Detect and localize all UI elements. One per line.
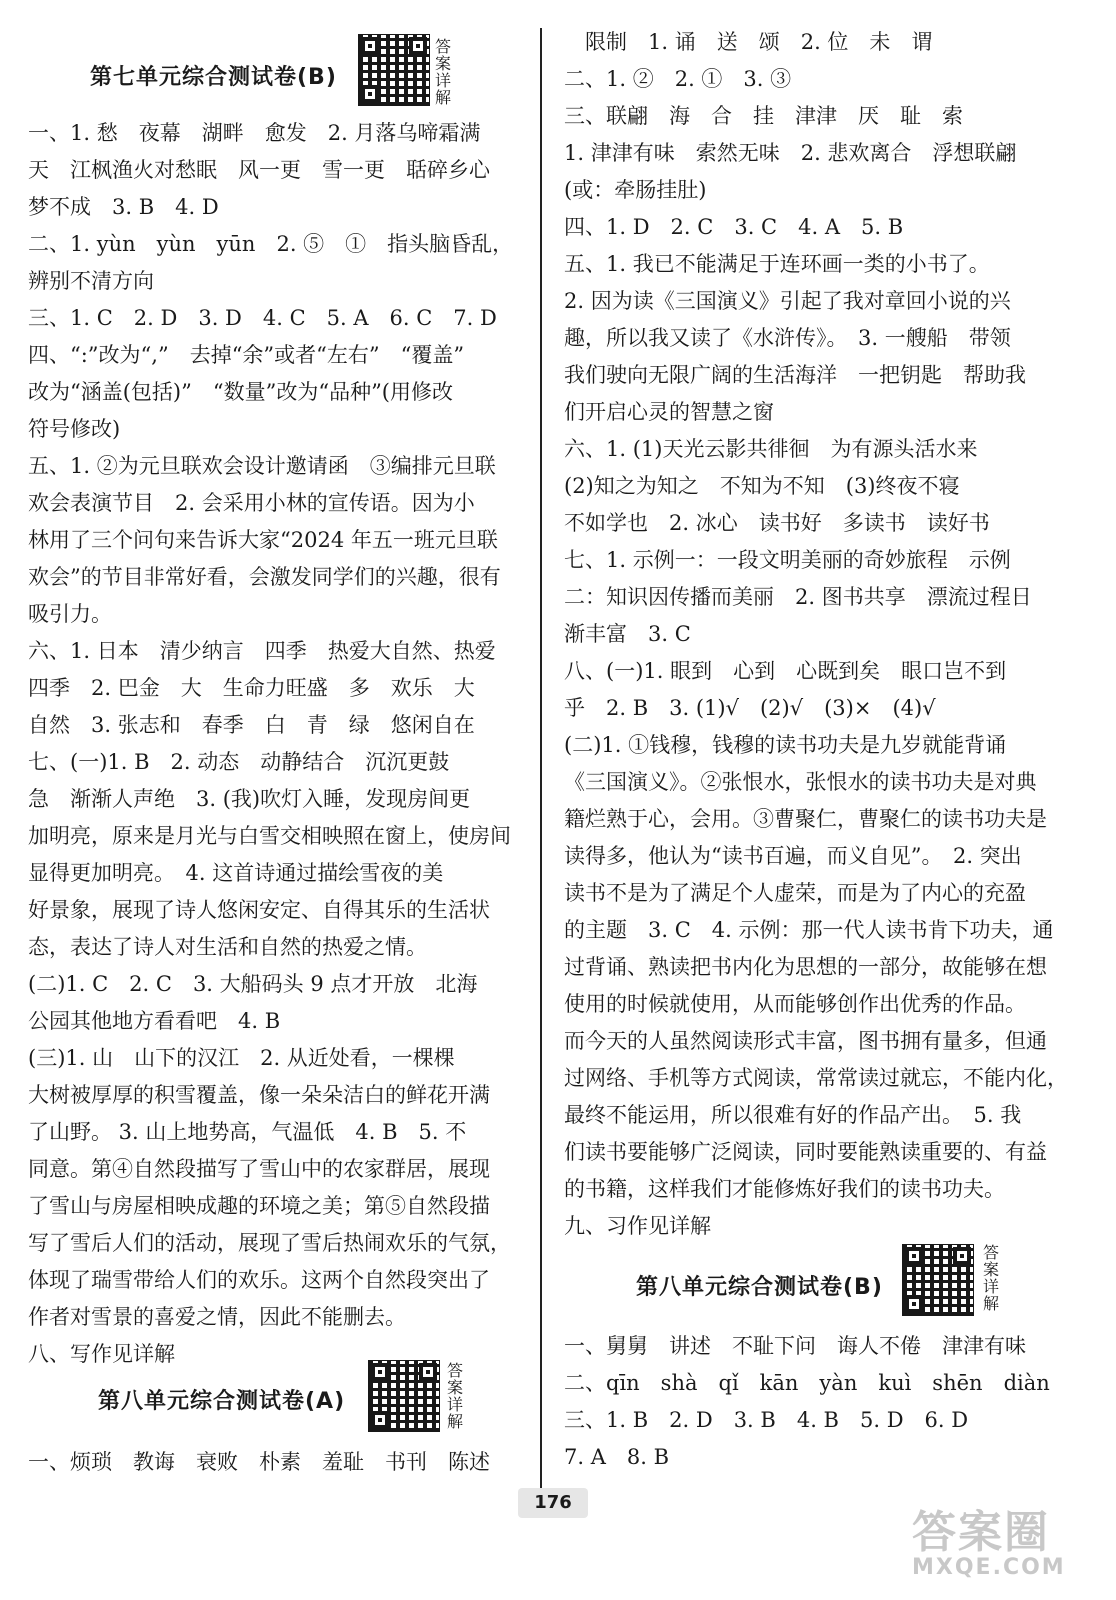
watermark-text: 答案圈: [912, 1507, 1050, 1558]
qr-code-icon: [358, 34, 430, 106]
answer-line: 限制 1. 诵 送 颂 2. 位 未 谓: [564, 30, 933, 54]
answer-line: 一、烦琐 教诲 衰败 朴素 羞耻 书刊 陈述: [28, 1450, 490, 1474]
answer-line: 过网络、手机等方式阅读，常常读过就忘，不能内化，: [564, 1066, 1068, 1090]
answer-line: 八、(一)1. 眼到 心到 心既到矣 眼口岂不到: [564, 659, 1007, 683]
answer-line: 五、1. 我已不能满足于连环画一类的小书了。: [564, 252, 990, 276]
left-answers: [28, 115, 526, 1373]
column-divider: [540, 28, 542, 1506]
answer-line: 2. 因为读《三国演义》引起了我对章回小说的兴: [564, 289, 1011, 313]
qr-code-icon: [368, 1360, 440, 1432]
answer-line: 我们驶向无限广阔的生活海洋 一把钥匙 帮助我: [564, 363, 1026, 387]
answer-line: 三、1. C 2. D 3. D 4. C 5. A 6. C 7. D: [28, 306, 497, 330]
answer-line: 五、1. ②为元旦联欢会设计邀请函 ③编排元旦联: [28, 454, 496, 478]
answer-line: 7. A 8. B: [564, 1445, 670, 1469]
answer-line: 《三国演义》。②张恨水，张恨水的读书功夫是对典: [564, 770, 1037, 794]
answer-line: 六、1. 日本 清少纳言 四季 热爱大自然、热爱: [28, 639, 496, 663]
answer-line: 吸引力。: [28, 602, 112, 626]
page-number: 176: [518, 1488, 588, 1518]
answer-line: 一、舅舅 讲述 不耻下问 诲人不倦 津津有味: [564, 1334, 1026, 1358]
answer-line: 们开启心灵的智慧之窗: [564, 400, 774, 424]
answer-line: 1. 津津有味 索然无味 2. 悲欢离合 浮想联翩: [564, 141, 1017, 165]
answer-line: (二)1. ①钱穆，钱穆的读书功夫是九岁就能背诵: [564, 733, 1007, 757]
answer-line: 二：知识因传播而美丽 2. 图书共享 漂流过程日: [564, 585, 1032, 609]
answer-line: 七、(一)1. B 2. 动态 动静结合 沉沉更鼓: [28, 750, 450, 774]
unit8-b-title: 第八单元综合测试卷(B): [636, 1275, 883, 1300]
answer-line: 作者对雪景的喜爱之情，因此不能删去。: [28, 1305, 406, 1329]
qr-label: 答案详解: [446, 1361, 463, 1431]
answer-line: 大树被厚厚的积雪覆盖，像一朵朵洁白的鲜花开满: [28, 1083, 490, 1107]
answer-line: 符号修改): [28, 417, 121, 441]
answer-line: 梦不成 3. B 4. D: [28, 195, 219, 219]
answer-line: 九、习作见详解: [564, 1214, 711, 1238]
answer-line: 过背诵、熟读把书内化为思想的一部分，故能够在想: [564, 955, 1047, 979]
answer-line: 了山野。 3. 山上地势高，气温低 4. B 5. 不: [28, 1120, 467, 1144]
answer-line: 八、写作见详解: [28, 1342, 175, 1366]
answer-line: 加明亮，原来是月光与白雪交相映照在窗上，使房间: [28, 824, 511, 848]
answer-line: (2)知之为知之 不知为不知 (3)终夜不寝: [564, 474, 960, 498]
unit8-a-title: 第八单元综合测试卷(A): [98, 1389, 346, 1414]
answer-line: 显得更加明亮。 4. 这首诗通过描绘雪夜的美: [28, 861, 444, 885]
answer-line: 渐丰富 3. C: [564, 622, 691, 646]
answer-line: 欢会”的节目非常好看，会激发同学们的兴趣，很有: [28, 565, 501, 589]
answer-line: 同意。第④自然段描写了雪山中的农家群居，展现: [28, 1157, 490, 1181]
answer-line: 的书籍，这样我们才能修炼好我们的读书功夫。: [564, 1177, 1005, 1201]
right-answers: [564, 24, 1084, 1245]
answer-line: 使用的时候就使用，从而能够创作出优秀的作品。: [564, 992, 1026, 1016]
answer-line: 二、1. yùn yùn yūn 2. ⑤ ① 指头脑昏乱，: [28, 232, 514, 256]
answer-line: 乎 2. B 3. (1)√ (2)√ (3)× (4)√: [564, 696, 936, 720]
answer-line: 四、“:”改为“,” 去掉“余”或者“左右” “覆盖”: [28, 343, 465, 367]
qr-code-icon: [902, 1244, 974, 1316]
answer-line: 写了雪后人们的活动，展现了雪后热闹欢乐的气氛，: [28, 1231, 511, 1255]
answer-line: 们读书要能够广泛阅读，同时要能熟读重要的、有益: [564, 1140, 1047, 1164]
answer-line: 三、联翩 海 合 挂 津津 厌 耻 索: [564, 104, 963, 128]
answer-line: 一、1. 愁 夜幕 湖畔 愈发 2. 月落乌啼霜满: [28, 121, 481, 145]
answer-line: 而今天的人虽然阅读形式丰富，图书拥有量多，但通: [564, 1029, 1047, 1053]
answer-line: 公园其他地方看看吧 4. B: [28, 1009, 281, 1033]
answer-line: 体现了瑞雪带给人们的欢乐。这两个自然段突出了: [28, 1268, 490, 1292]
qr-label: 答案详解: [982, 1243, 999, 1313]
answer-line: 三、1. B 2. D 3. B 4. B 5. D 6. D: [564, 1408, 969, 1432]
answer-line: 自然 3. 张志和 春季 白 青 绿 悠闲自在: [28, 713, 475, 737]
answer-line: 趣，所以我又读了《水浒传》。 3. 一艘船 带领: [564, 326, 1011, 350]
watermark-url: MXQE.COM: [912, 1555, 1066, 1580]
answer-line: (二)1. C 2. C 3. 大船码头 9 点才开放 北海: [28, 972, 478, 996]
answer-line: 籍烂熟于心，会用。③曹聚仁，曹聚仁的读书功夫是: [564, 807, 1047, 831]
answer-line: 读书不是为了满足个人虚荣，而是为了内心的充盈: [564, 881, 1026, 905]
answer-line: 欢会表演节目 2. 会采用小林的宣传语。因为小: [28, 491, 475, 515]
answer-line: 四、1. D 2. C 3. C 4. A 5. B: [564, 215, 904, 239]
answer-line: (或：牵肠挂肚): [564, 178, 707, 202]
answer-line: 六、1. (1)天光云影共徘徊 为有源头活水来: [564, 437, 978, 461]
answer-line: 最终不能运用，所以很难有好的作品产出。 5. 我: [564, 1103, 1022, 1127]
answer-line: 好景象，展现了诗人悠闲安定、自得其乐的生活状: [28, 898, 490, 922]
unit7-b-title: 第七单元综合测试卷(B): [90, 65, 337, 90]
answer-line: 改为“涵盖(包括)” “数量”改为“品种”(用修改: [28, 380, 453, 404]
answer-line: 七、1. 示例一：一段文明美丽的奇妙旅程 示例: [564, 548, 1011, 572]
qr-label: 答案详解: [434, 37, 451, 107]
answer-line: 态，表达了诗人对生活和自然的热爱之情。: [28, 935, 427, 959]
watermark-logo: [912, 1507, 1066, 1580]
answer-line: 四季 2. 巴金 大 生命力旺盛 多 欢乐 大: [28, 676, 475, 700]
answer-line: 二、1. ② 2. ① 3. ③: [564, 67, 792, 91]
answer-line: 读得多，他认为“读书百遍，而义自见”。 2. 突出: [564, 844, 1022, 868]
answer-line: 二、qīn shà qǐ kān yàn kuì shēn diàn: [564, 1371, 1050, 1395]
answer-line: 了雪山与房屋相映成趣的环境之美；第⑤自然段描: [28, 1194, 490, 1218]
answer-line: 天 江枫渔火对愁眠 风一更 雪一更 聒碎乡心: [28, 158, 490, 182]
answer-line: 不如学也 2. 冰心 读书好 多读书 读好书: [564, 511, 990, 535]
answer-line: 辨别不清方向: [28, 269, 154, 293]
answer-line: 的主题 3. C 4. 示例：那一代人读书肯下功夫，通: [564, 918, 1054, 942]
answer-line: 林用了三个问句来告诉大家“2024 年五一班元旦联: [28, 528, 498, 552]
answer-line: 急 渐渐人声绝 3. (我)吹灯入睡，发现房间更: [28, 787, 471, 811]
unit8-b-answers: [564, 1328, 1084, 1476]
unit8-a-answers: [28, 1444, 538, 1481]
answer-line: (三)1. 山 山下的汉江 2. 从近处看，一棵棵: [28, 1046, 455, 1070]
